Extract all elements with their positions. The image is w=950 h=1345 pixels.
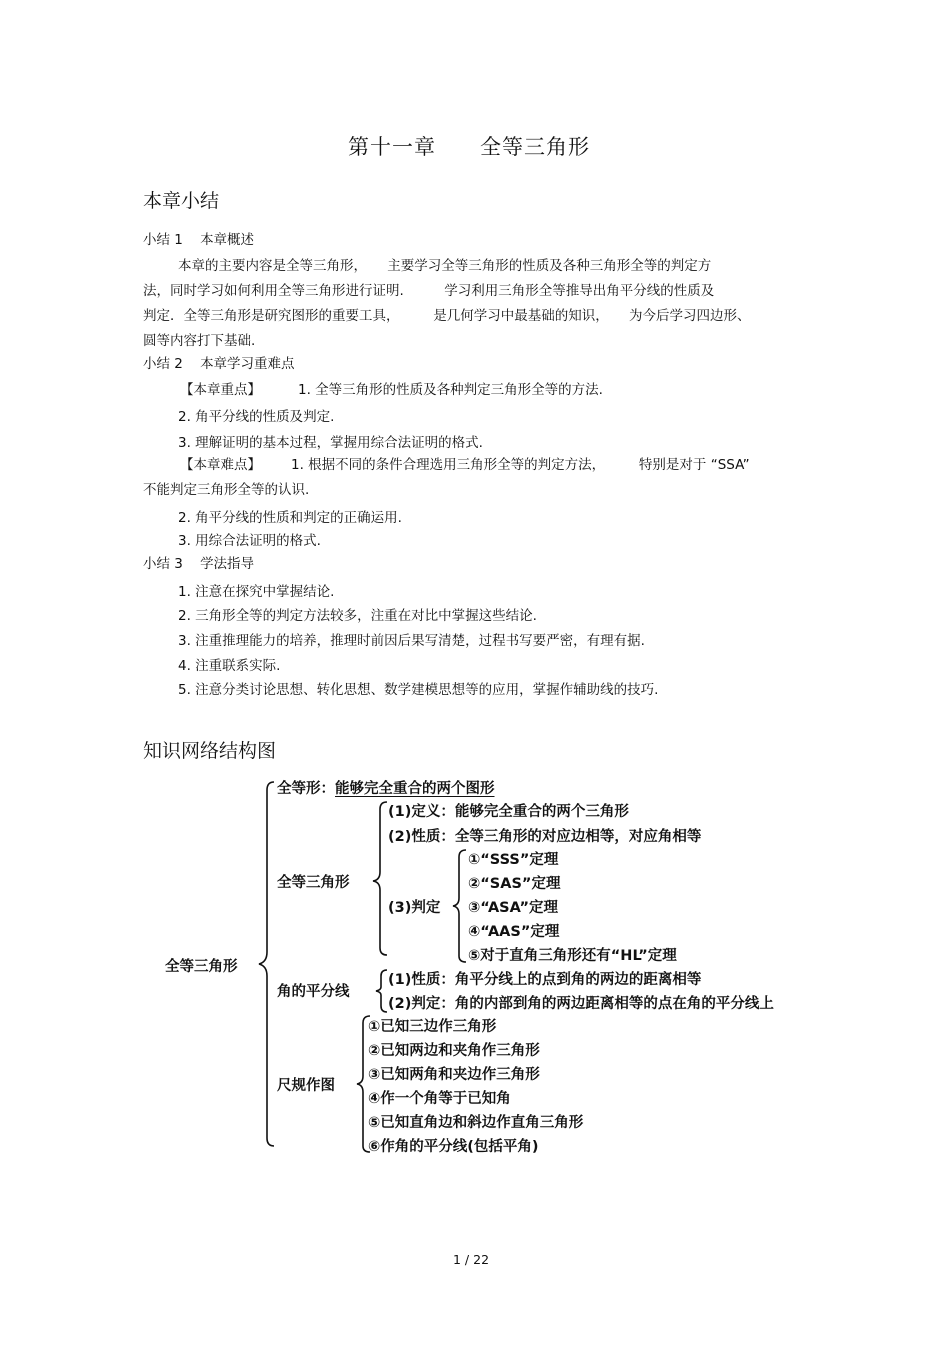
judge-aas: ④“AAS”定理 bbox=[468, 924, 560, 940]
judge-hl: ⑤对于直角三角形还有“HL”定理 bbox=[468, 948, 677, 964]
node-congruent-triangle: 全等三角形 bbox=[277, 875, 350, 891]
judge-sas: ②“SAS”定理 bbox=[468, 876, 561, 892]
difficulty-tag: 【本章难点】 bbox=[180, 457, 261, 473]
construction-5: ⑤已知直角边和斜边作直角三角形 bbox=[368, 1115, 584, 1131]
construction-3: ③已知两角和夹边作三角形 bbox=[368, 1067, 540, 1083]
construction-1: ①已知三边作三角形 bbox=[368, 1019, 497, 1035]
node-construction: 尺规作图 bbox=[277, 1078, 335, 1094]
summary-1-title: 本章概述 bbox=[200, 232, 255, 248]
construction-4: ④作一个角等于已知角 bbox=[368, 1091, 511, 1107]
method-3: 3. 注重推理能力的培养，推理时前因后果写清楚，过程书写要严密，有理有据. bbox=[178, 633, 645, 649]
summary-2-title: 本章学习重难点 bbox=[200, 356, 295, 372]
congruent-figure-def: 能够完全重合的两个图形 bbox=[335, 781, 495, 797]
root-node: 全等三角形 bbox=[165, 959, 238, 975]
key-point-2: 2. 角平分线的性质及判定. bbox=[178, 409, 335, 425]
overview-line-3: 判定．全等三角形是研究图形的重要工具， 是几何学习中最基础的知识， 为今后学习四边形、 bbox=[143, 308, 751, 324]
key-point-3: 3. 理解证明的基本过程，掌握用综合法证明的格式. bbox=[178, 435, 483, 451]
difficulty-1: 1. 根据不同的条件合理选用三角形全等的判定方法， 特别是对于 “SSA” bbox=[291, 457, 750, 473]
section-heading-network: 知识网络结构图 bbox=[143, 740, 277, 762]
page-number: 1 / 22 bbox=[453, 1252, 490, 1267]
overview-line-4: 圆等内容打下基础. bbox=[143, 333, 256, 349]
difficulty-2: 2. 角平分线的性质和判定的正确运用. bbox=[178, 510, 402, 526]
summary-1-number: 小结 1 bbox=[143, 232, 183, 248]
bisector-judgement: (2)判定：角的内部到角的两边距离相等的点在角的平分线上 bbox=[388, 996, 774, 1012]
section-heading-summary: 本章小结 bbox=[143, 190, 220, 212]
summary-3-label bbox=[143, 552, 254, 572]
overview-line-2: 法，同时学习如何利用全等三角形进行证明. 学习利用三角形全等推导出角平分线的性质及 bbox=[143, 283, 715, 299]
summary-2-number: 小结 2 bbox=[143, 356, 183, 372]
congruent-brace bbox=[372, 800, 392, 960]
summary-1-label bbox=[143, 228, 254, 248]
congruent-judgement: (3)判定 bbox=[388, 900, 441, 916]
congruent-property: (2)性质：全等三角形的对应边相等，对应角相等 bbox=[388, 829, 702, 845]
bisector-property: (1)性质：角平分线上的点到角的两边的距离相等 bbox=[388, 972, 702, 988]
difficulty-1-cont: 不能判定三角形全等的认识. bbox=[143, 482, 310, 498]
method-2: 2. 三角形全等的判定方法较多，注重在对比中掌握这些结论. bbox=[178, 608, 537, 624]
node-angle-bisector: 角的平分线 bbox=[277, 984, 350, 1000]
key-point-1: 1. 全等三角形的性质及各种判定三角形全等的方法. bbox=[298, 382, 603, 398]
construction-2: ②已知两边和夹角作三角形 bbox=[368, 1043, 540, 1059]
method-5: 5. 注意分类讨论思想、转化思想、数学建模思想等的应用，掌握作辅助线的技巧. bbox=[178, 682, 659, 698]
summary-3-title: 学法指导 bbox=[200, 556, 255, 572]
summary-3-number: 小结 3 bbox=[143, 556, 183, 572]
method-1: 1. 注意在探究中掌握结论. bbox=[178, 584, 335, 600]
judge-asa: ③“ASA”定理 bbox=[468, 900, 559, 916]
construction-6: ⑥作角的平分线(包括平角) bbox=[368, 1139, 539, 1155]
overview-line-1: 本章的主要内容是全等三角形， 主要学习全等三角形的性质及各种三角形全等的判定方 bbox=[178, 258, 712, 274]
judge-sss: ①“SSS”定理 bbox=[468, 852, 559, 868]
node-congruent-figure bbox=[277, 777, 495, 798]
summary-2-label bbox=[143, 352, 295, 372]
congruent-definition: (1)定义：能够完全重合的两个三角形 bbox=[388, 804, 629, 820]
key-points-tag: 【本章重点】 bbox=[180, 382, 261, 398]
congruent-figure-label: 全等形： bbox=[277, 781, 335, 797]
page-title: 第十一章 全等三角形 bbox=[348, 135, 590, 159]
difficulty-3: 3. 用综合法证明的格式. bbox=[178, 533, 321, 549]
method-4: 4. 注重联系实际. bbox=[178, 658, 281, 674]
